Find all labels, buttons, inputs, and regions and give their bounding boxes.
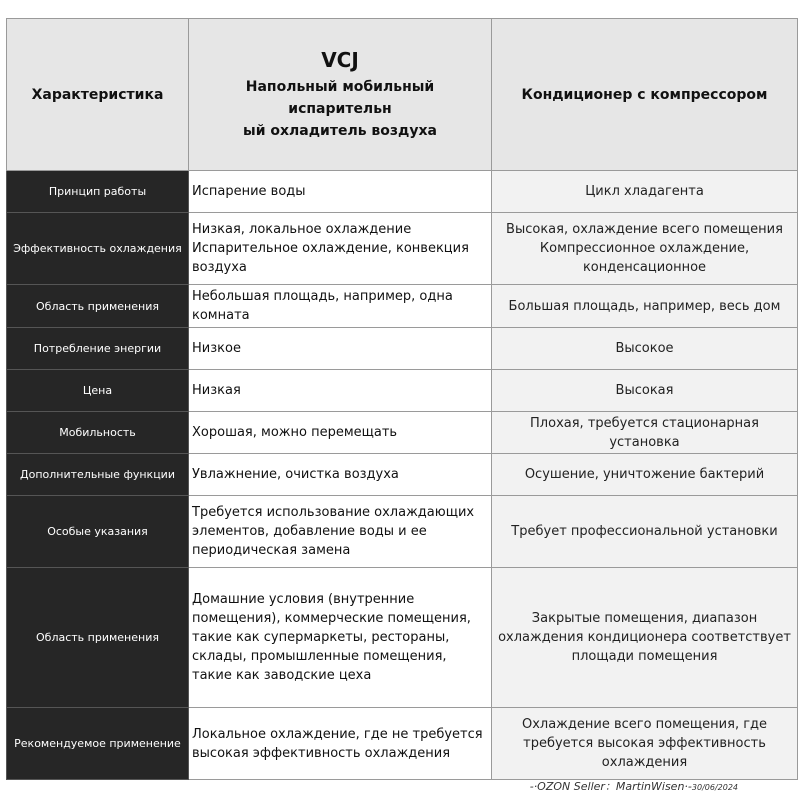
row-label: Область применения — [7, 568, 189, 708]
vcj-cell: Домашние условия (внутренние помещения), коммерческие помещения, такие как супермаркеты, рестораны, склады, промышленные помещения, такие как заводские цеха — [189, 568, 492, 708]
table-row — [7, 213, 798, 285]
ac-cell: Осушение, уничтожение бактерий — [492, 454, 798, 496]
row-label: Принцип работы — [7, 171, 189, 213]
ac-cell: Требует профессиональной установки — [492, 496, 798, 568]
seller-text: -·OZON Seller：MartinWisen·- — [529, 780, 692, 793]
ac-cell: Закрытые помещения, диапазон охлаждения кондиционера соответствует площади помещения — [492, 568, 798, 708]
vcj-cell: Небольшая площадь, например, одна комната — [189, 285, 492, 328]
row-label: Дополнительные функции — [7, 454, 189, 496]
vcj-cell: Низкое — [189, 328, 492, 370]
header-characteristic: Характеристика — [7, 19, 189, 171]
header-row — [7, 19, 798, 171]
row-label: Эффективность охлаждения — [7, 213, 189, 285]
table-row — [7, 370, 798, 412]
row-label: Область применения — [7, 285, 189, 328]
watermark-date: 30/06/2024 — [691, 783, 738, 792]
comparison-table — [6, 18, 798, 780]
row-label: Цена — [7, 370, 189, 412]
table-row — [7, 171, 798, 213]
ac-cell: Большая площадь, например, весь дом — [492, 285, 798, 328]
vcj-cell: Низкая, локальное охлаждение Испарительное охлаждение, конвекция воздуха — [189, 213, 492, 285]
header-vcj — [189, 19, 492, 171]
table-row — [7, 454, 798, 496]
table-row — [7, 285, 798, 328]
table-row — [7, 328, 798, 370]
ac-cell: Плохая, требуется стационарная установка — [492, 412, 798, 454]
vcj-cell: Низкая — [189, 370, 492, 412]
table-row — [7, 568, 798, 708]
table-row — [7, 496, 798, 568]
header-vcj-line1: Напольный мобильный испарительн — [245, 78, 435, 117]
header-vcj-brand: VCJ — [321, 47, 359, 72]
ac-cell: Высокое — [492, 328, 798, 370]
table-row — [7, 412, 798, 454]
vcj-cell: Увлажнение, очистка воздуха — [189, 454, 492, 496]
ac-cell: Охлаждение всего помещения, где требуется высокая эффективность охлаждения — [492, 708, 798, 780]
row-label: Мобильность — [7, 412, 189, 454]
header-vcj-line2: ый охладитель воздуха — [243, 122, 437, 139]
vcj-cell: Требуется использование охлаждающих элементов, добавление воды и ее периодическая замена — [189, 496, 492, 568]
ac-cell: Высокая — [492, 370, 798, 412]
row-label: Особые указания — [7, 496, 189, 568]
seller-watermark — [530, 778, 738, 794]
header-compressor-ac: Кондиционер с компрессором — [492, 19, 798, 171]
vcj-cell: Локальное охлаждение, где не требуется высокая эффективность охлаждения — [189, 708, 492, 780]
table-row — [7, 708, 798, 780]
row-label: Потребление энергии — [7, 328, 189, 370]
ac-cell: Цикл хладагента — [492, 171, 798, 213]
vcj-cell: Хорошая, можно перемещать — [189, 412, 492, 454]
ac-cell: Высокая, охлаждение всего помещения Компрессионное охлаждение, конденсационное — [492, 213, 798, 285]
vcj-cell: Испарение воды — [189, 171, 492, 213]
row-label: Рекомендуемое применение — [7, 708, 189, 780]
